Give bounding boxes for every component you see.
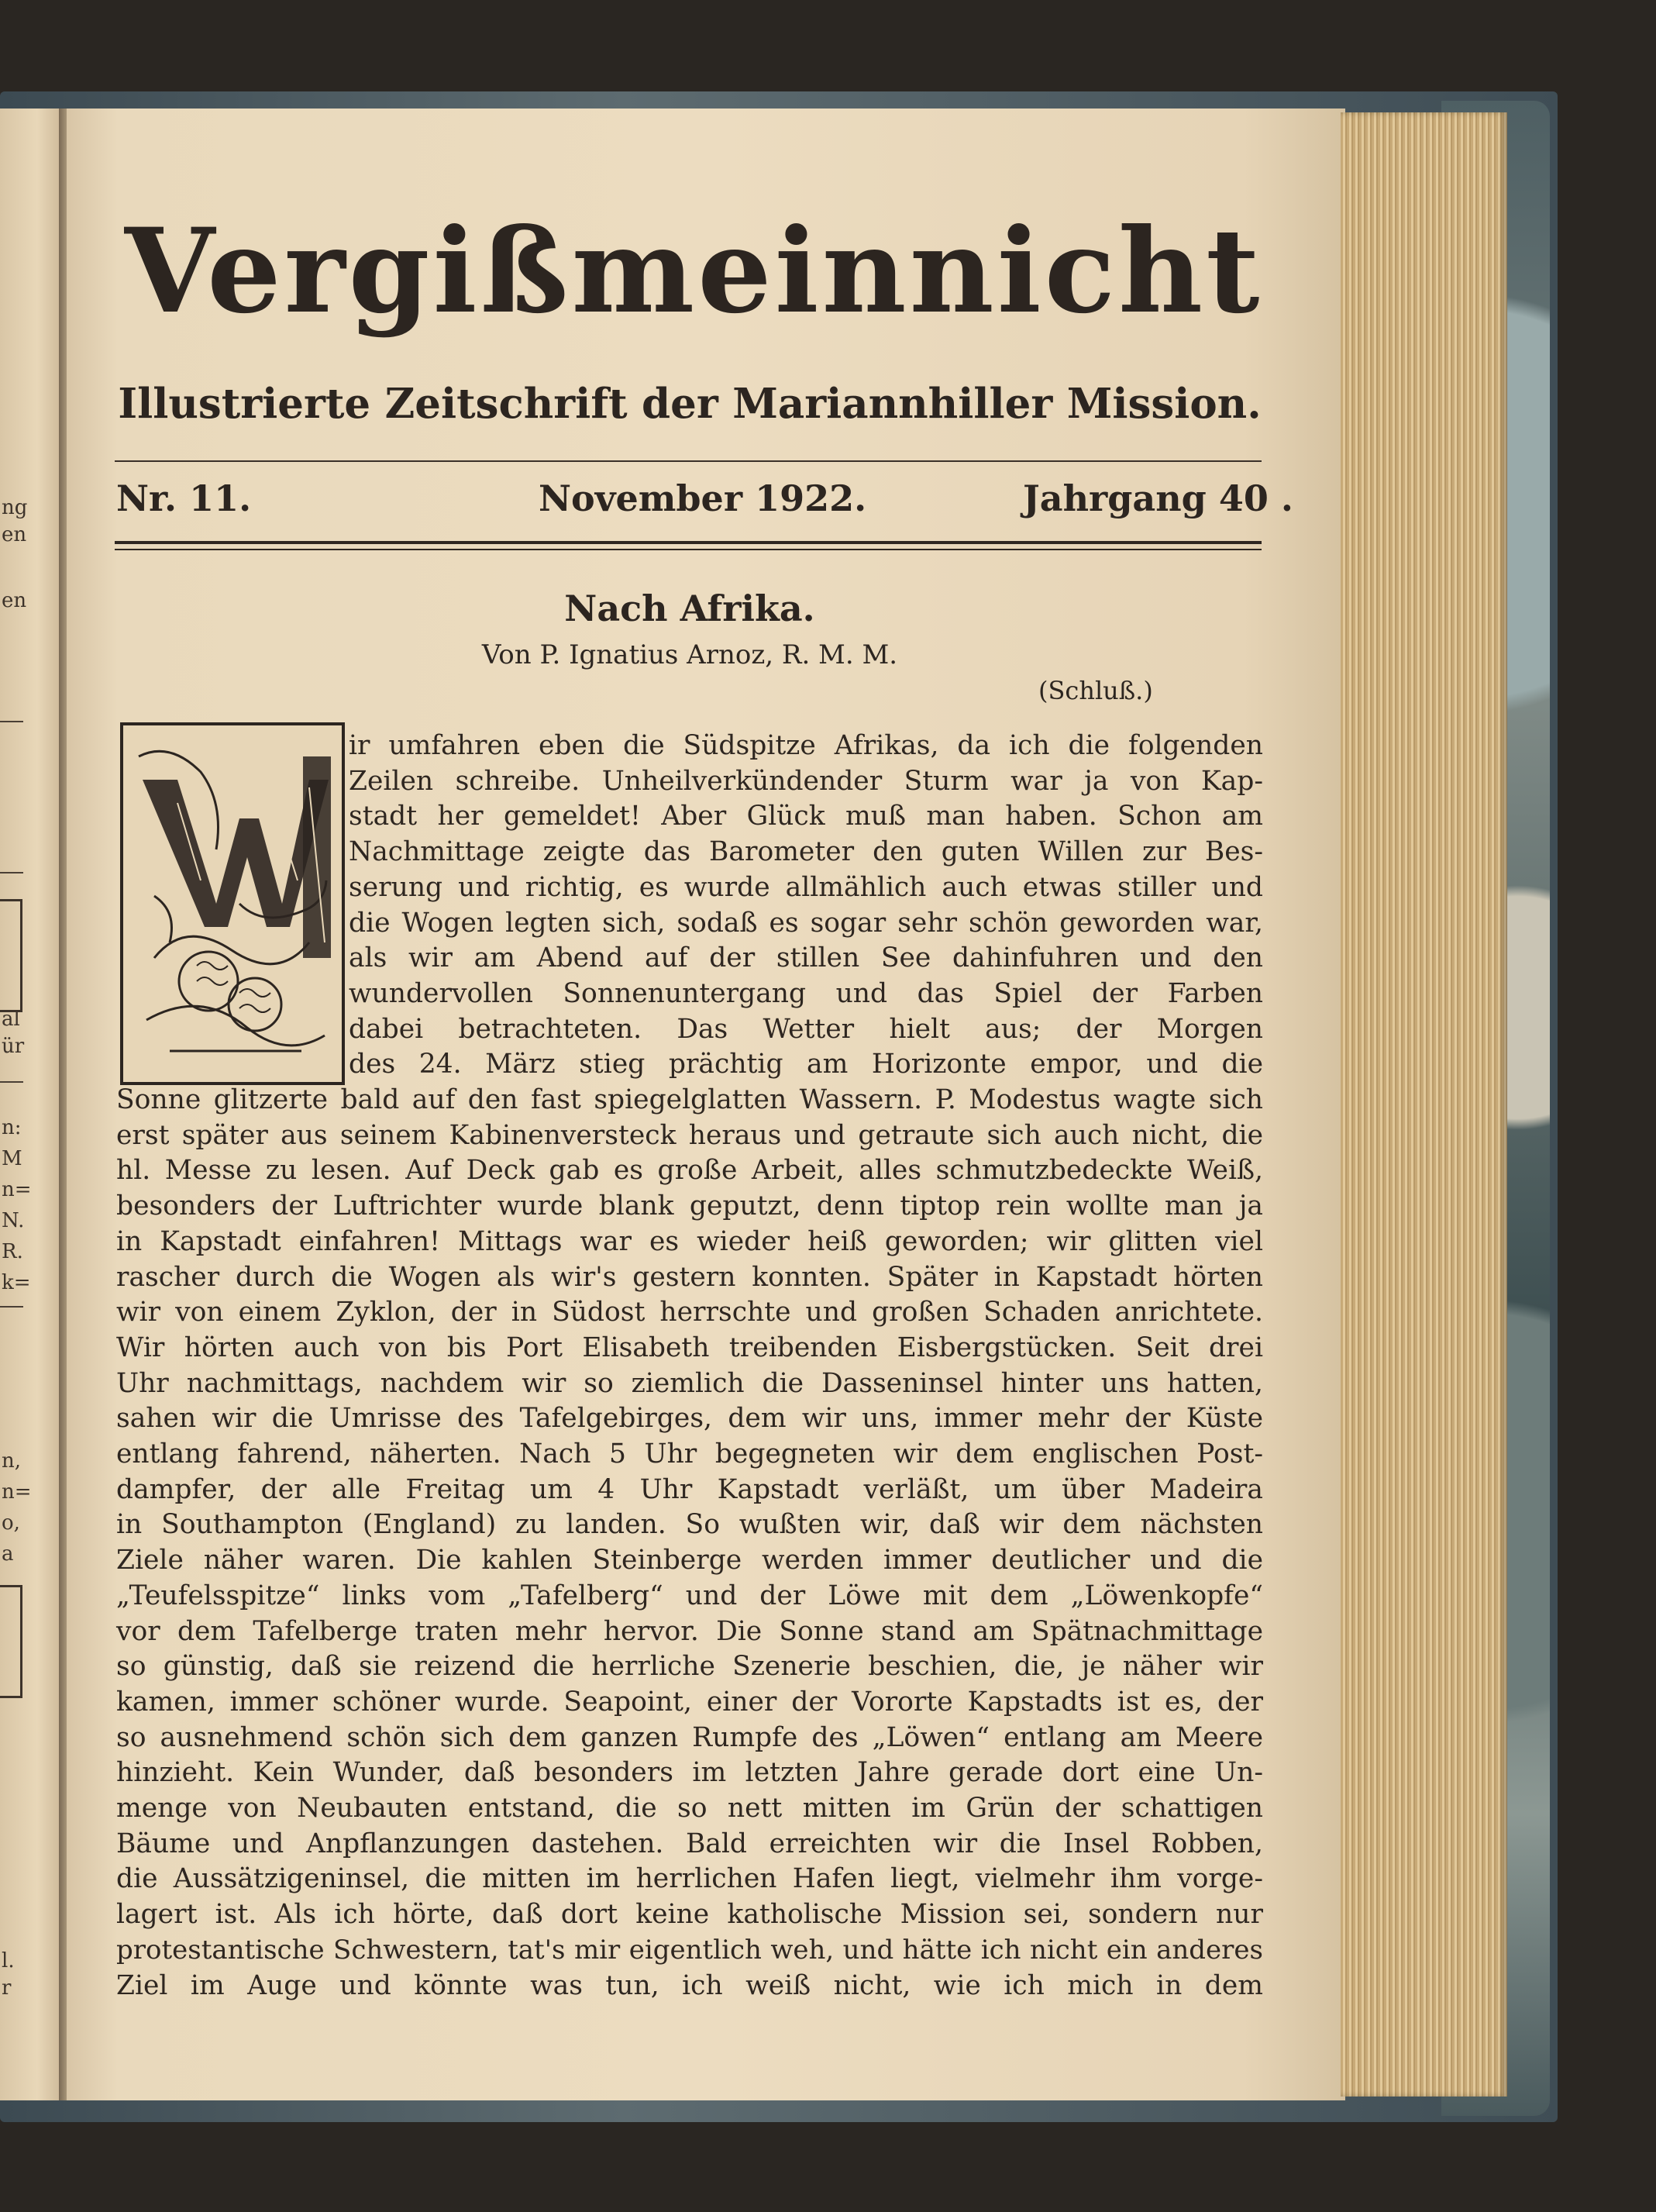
left-fragment: R. bbox=[2, 1240, 23, 1263]
header-rule bbox=[115, 460, 1262, 462]
article-line: Wir hörten auch von bis Port Elisabeth treibenden Eisbergstücken. Seit drei bbox=[116, 1332, 1263, 1363]
article-line: Bäume und Anpflanzungen dastehen. Bald erreichten wir die Insel Robben, bbox=[116, 1828, 1263, 1859]
masthead-subtitle: Illustrierte Zeitschrift der Mariannhiller Mission. bbox=[118, 380, 1262, 428]
left-fragment: en bbox=[2, 523, 27, 546]
left-box bbox=[0, 1585, 22, 1698]
left-fragment: k= bbox=[2, 1271, 31, 1294]
issue-date: November 1922. bbox=[539, 477, 867, 519]
article-line: „Teufelsspitze“ links vom „Tafelberg“ und der Löwe mit dem „Löwenkopfe“ bbox=[116, 1580, 1263, 1611]
article-line: Zeilen schreibe. Unheilverkündender Sturm war ja von Kap- bbox=[349, 765, 1263, 797]
left-fragment: n= bbox=[2, 1480, 32, 1504]
left-fragment: al bbox=[2, 1008, 20, 1031]
continuation-note: (Schluß.) bbox=[1038, 676, 1153, 705]
article-line: in Kapstadt einfahren! Mittags war es wieder heiß geworden; wir glitten viel bbox=[116, 1225, 1263, 1257]
left-rule bbox=[0, 721, 23, 722]
article-line: hinzieht. Kein Wunder, daß besonders im letzten Jahre gerade dort eine Un- bbox=[116, 1757, 1263, 1789]
issue-volume: Jahrgang 40 . bbox=[1023, 477, 1293, 519]
initial-ornament-icon bbox=[123, 725, 342, 1082]
article-line: in Southampton (England) zu landen. So wußten wir, daß wir dem nächsten bbox=[116, 1509, 1263, 1541]
article-line: stadt her gemeldet! Aber Glück muß man haben. Schon am bbox=[349, 801, 1263, 832]
article-line: serung und richtig, es wurde allmählich auch etwas stiller und bbox=[349, 871, 1263, 903]
article-line: erst später aus seinem Kabinenversteck heraus und getraute sich auch nicht, die bbox=[116, 1119, 1263, 1151]
issue-rule bbox=[115, 541, 1262, 544]
masthead-title: Vergißmeinnicht bbox=[124, 203, 1263, 339]
article-line: menge von Neubauten entstand, die so nett mitten im Grün der schattigen bbox=[116, 1793, 1263, 1824]
article-line: entlang fahrend, näherten. Nach 5 Uhr begegneten wir dem englischen Post- bbox=[116, 1438, 1263, 1469]
article-line: wundervollen Sonnenuntergang und das Spiel der Farben bbox=[349, 977, 1263, 1009]
article-byline: Von P. Ignatius Arnoz, R. M. M. bbox=[481, 639, 898, 670]
article-line: hl. Messe zu lesen. Auf Deck gab es große Arbeit, alles schmutzbedeckte Weiß, bbox=[116, 1155, 1263, 1187]
article-line: kamen, immer schöner wurde. Seapoint, einer der Vororte Kapstadts ist es, der bbox=[116, 1686, 1263, 1718]
left-fragment: a bbox=[2, 1542, 14, 1566]
left-fragment: n= bbox=[2, 1178, 32, 1201]
page-stack bbox=[1341, 112, 1507, 2097]
left-fragment: N. bbox=[2, 1209, 25, 1232]
left-fragment: n: bbox=[2, 1116, 22, 1139]
left-rule bbox=[0, 1081, 23, 1083]
article-title: Nach Afrika. bbox=[564, 587, 815, 629]
left-fragment: ng bbox=[2, 496, 28, 519]
article-line: sahen wir die Umrisse des Tafelgebirges, dem wir uns, immer mehr der Küste bbox=[116, 1403, 1263, 1435]
issue-number: Nr. 11. bbox=[116, 477, 252, 519]
decorative-initial bbox=[120, 722, 345, 1085]
left-rule bbox=[0, 872, 23, 873]
article-line: dabei betrachteten. Das Wetter hielt aus; der Morgen bbox=[349, 1013, 1263, 1045]
left-fragment: o, bbox=[2, 1511, 20, 1535]
article-line: so günstig, daß sie reizend die herrliche Szenerie beschien, die, je näher wir bbox=[116, 1651, 1263, 1683]
article-line: dampfer, der alle Freitag um 4 Uhr Kapstadt verläßt, um über Madeira bbox=[116, 1473, 1263, 1505]
article-line: Sonne glitzerte bald auf den fast spiegelglatten Wassern. P. Modestus wagte sich bbox=[116, 1084, 1263, 1115]
left-box bbox=[0, 899, 22, 1012]
left-fragment: l. bbox=[2, 1949, 15, 1973]
article-line: Ziele näher waren. Die kahlen Steinberge werden immer deutlicher und die bbox=[116, 1545, 1263, 1576]
left-fragment: r bbox=[2, 1976, 12, 2000]
article-line: Nachmittage zeigte das Barometer den guten Willen zur Bes- bbox=[349, 836, 1263, 868]
left-fragment: ür bbox=[2, 1035, 25, 1058]
article-line: ir umfahren eben die Südspitze Afrikas, da ich die folgenden bbox=[349, 730, 1263, 761]
article-line: besonders der Luftrichter wurde blank geputzt, denn tiptop rein wollte man ja bbox=[116, 1190, 1263, 1222]
left-fragment: M bbox=[2, 1147, 22, 1170]
article-line: wir von einem Zyklon, der in Südost herrschte und großen Schaden anrichtete. bbox=[116, 1297, 1263, 1328]
article-line: vor dem Tafelberge traten mehr hervor. Die Sonne stand am Spätnachmittage bbox=[116, 1615, 1263, 1647]
article-line: als wir am Abend auf der stillen See dahinfuhren und den bbox=[349, 942, 1263, 974]
article-line: die Aussätzigeninsel, die mitten im herrlichen Hafen liegt, vielmehr ihm vorge- bbox=[116, 1863, 1263, 1895]
issue-bar bbox=[116, 473, 1293, 527]
article-line: Ziel im Auge und könnte was tun, ich weiß nicht, wie ich mich in dem bbox=[116, 1969, 1263, 2001]
left-rule bbox=[0, 1306, 23, 1308]
initial-letter: W bbox=[232, 1078, 234, 1079]
article-line: des 24. März stieg prächtig am Horizonte empor, und die bbox=[349, 1049, 1263, 1080]
article-line: Uhr nachmittags, nachdem wir so ziemlich die Dasseninsel hinter uns hatten, bbox=[116, 1367, 1263, 1399]
article-line: protestantische Schwestern, tat's mir eigentlich weh, und hätte ich nicht ein anderes bbox=[116, 1934, 1263, 1966]
issue-rule bbox=[115, 549, 1262, 550]
article-line: lagert ist. Als ich hörte, daß dort keine katholische Mission sei, sondern nur bbox=[116, 1899, 1263, 1931]
article-line: die Wogen legten sich, sodaß es sogar sehr schön geworden war, bbox=[349, 907, 1263, 939]
left-fragment: n, bbox=[2, 1449, 22, 1473]
left-fragment: en bbox=[2, 589, 27, 612]
article-line: rascher durch die Wogen als wir's gestern konnten. Später in Kapstadt hörten bbox=[116, 1261, 1263, 1293]
left-page-edge bbox=[0, 109, 62, 2100]
article-line: so ausnehmend schön sich dem ganzen Rumpfe des „Löwen“ entlang am Meere bbox=[116, 1721, 1263, 1753]
